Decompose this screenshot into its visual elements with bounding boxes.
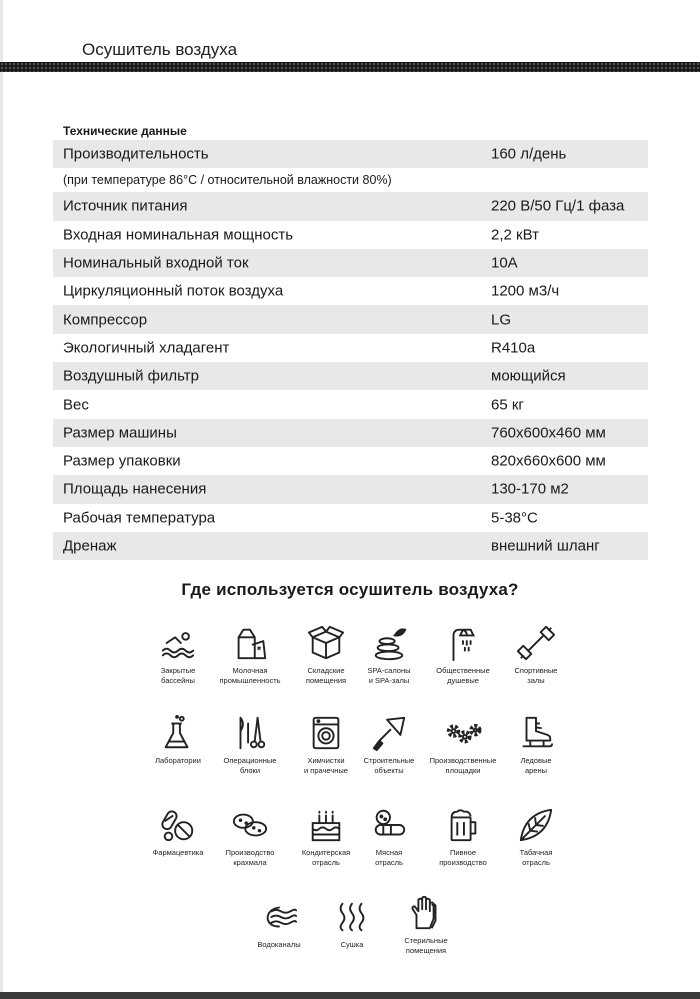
milk-carton-icon <box>231 624 269 662</box>
spec-value: 130-170 м2 <box>491 480 569 498</box>
potatoes-icon <box>231 806 269 844</box>
usage-caption: Табачная отрасль <box>519 848 553 867</box>
spec-row <box>53 140 648 168</box>
spec-row <box>53 277 648 305</box>
spec-value: 760x600x460 мм <box>491 424 606 442</box>
usage-caption: Фармацевтика <box>152 848 204 857</box>
gloves-icon <box>407 894 445 932</box>
usage-caption: Пивное производство <box>439 848 487 867</box>
usage-item <box>491 714 581 776</box>
usage-caption: Ледовые арены <box>520 756 552 775</box>
spec-note <box>53 168 648 192</box>
usage-caption: Водоканалы <box>257 940 301 949</box>
page-title: Осушитель воздуха <box>82 40 238 59</box>
surgical-tools-icon <box>231 714 269 752</box>
page-edge <box>0 0 3 999</box>
swimmer-icon <box>159 624 197 662</box>
usage-caption: SPA-салоны и SPA-залы <box>367 666 411 685</box>
spec-value: 1200 м3/ч <box>491 282 560 300</box>
gears-icon <box>444 714 482 752</box>
spec-label: Экологичный хладагент <box>63 339 230 357</box>
usage-caption: Спортивные залы <box>514 666 558 685</box>
spec-heading: Технические данные <box>63 124 187 138</box>
spec-row <box>53 390 648 418</box>
spec-value: 2,2 кВт <box>491 226 539 244</box>
usage-caption: Общественные душевые <box>436 666 490 685</box>
usage-caption: Химчистки и прачечные <box>304 756 348 775</box>
spec-row <box>53 249 648 277</box>
spec-value: LG <box>491 311 512 329</box>
usage-caption: Операционные блоки <box>223 756 277 775</box>
spec-value: 65 кг <box>491 396 524 414</box>
spec-label: Размер упаковки <box>63 452 181 470</box>
usage-caption: Стерильные помещения <box>404 936 448 955</box>
spec-label: Вес <box>63 396 89 414</box>
spec-label: Входная номинальная мощность <box>63 226 294 244</box>
spec-label: Дренаж <box>63 537 117 555</box>
spec-note-text: (при температуре 86°C / относительной влажности 80%) <box>63 173 392 188</box>
ice-skate-icon <box>517 714 555 752</box>
usage-item <box>381 894 471 956</box>
spec-label: Размер машины <box>63 424 177 442</box>
usage-item <box>491 806 581 868</box>
spec-label: Компрессор <box>63 311 148 329</box>
spec-value: 220 В/50 Гц/1 фаза <box>491 197 625 215</box>
usage-title: Где используется осушитель воздуха? <box>181 580 519 599</box>
usage-caption: Строительные объекты <box>363 756 415 775</box>
spec-row <box>53 447 648 475</box>
header-band <box>0 62 700 72</box>
spec-label: Площадь нанесения <box>63 480 207 498</box>
spec-value: 820x660x600 мм <box>491 452 606 470</box>
spec-value: 5-38°C <box>491 509 538 527</box>
spec-value: внешний шланг <box>491 537 600 555</box>
spec-table <box>53 122 648 560</box>
sausage-icon <box>370 806 408 844</box>
cake-icon <box>307 806 345 844</box>
usage-caption: Сушка <box>340 940 364 949</box>
spec-label: Источник питания <box>63 197 188 215</box>
spec-value: 160 л/день <box>491 145 567 163</box>
spec-label: Воздушный фильтр <box>63 367 199 385</box>
usage-caption: Производственные площадки <box>429 756 497 775</box>
pills-icon <box>159 806 197 844</box>
usage-item <box>491 624 581 686</box>
spec-row <box>53 362 648 390</box>
spec-value: R410a <box>491 339 536 357</box>
spec-row <box>53 221 648 249</box>
page-bottom-edge <box>0 992 700 999</box>
washing-machine-icon <box>307 714 345 752</box>
shower-icon <box>444 624 482 662</box>
usage-caption: Лаборатории <box>155 756 201 765</box>
spec-value: 10А <box>491 254 518 272</box>
usage-caption: Складские помещения <box>305 666 347 685</box>
dumbbell-icon <box>517 624 555 662</box>
lab-flask-icon <box>159 714 197 752</box>
usage-caption: Производство крахмала <box>225 848 275 867</box>
spec-row <box>53 475 648 503</box>
trowel-icon <box>370 714 408 752</box>
spec-row <box>53 419 648 447</box>
spec-row <box>53 305 648 333</box>
spec-row <box>53 192 648 220</box>
spec-label: Циркуляционный поток воздуха <box>63 282 284 300</box>
water-waves-icon <box>260 898 298 936</box>
usage-caption: Мясная отрасль <box>375 848 403 867</box>
usage-caption: Молочная промышленность <box>219 666 281 685</box>
tobacco-leaf-icon <box>517 806 555 844</box>
spec-value: моющийся <box>491 367 566 385</box>
heat-waves-icon <box>333 898 371 936</box>
spec-row <box>53 532 648 560</box>
usage-caption: Кондитерская отрасль <box>301 848 351 867</box>
usage-caption: Закрытые бассейны <box>160 666 196 685</box>
spa-stones-icon <box>370 624 408 662</box>
spec-row <box>53 334 648 362</box>
spec-label: Рабочая температура <box>63 509 216 527</box>
warehouse-box-icon <box>307 624 345 662</box>
beer-mug-icon <box>444 806 482 844</box>
spec-label: Производительность <box>63 145 209 163</box>
spec-row <box>53 504 648 532</box>
spec-label: Номинальный входной ток <box>63 254 249 272</box>
